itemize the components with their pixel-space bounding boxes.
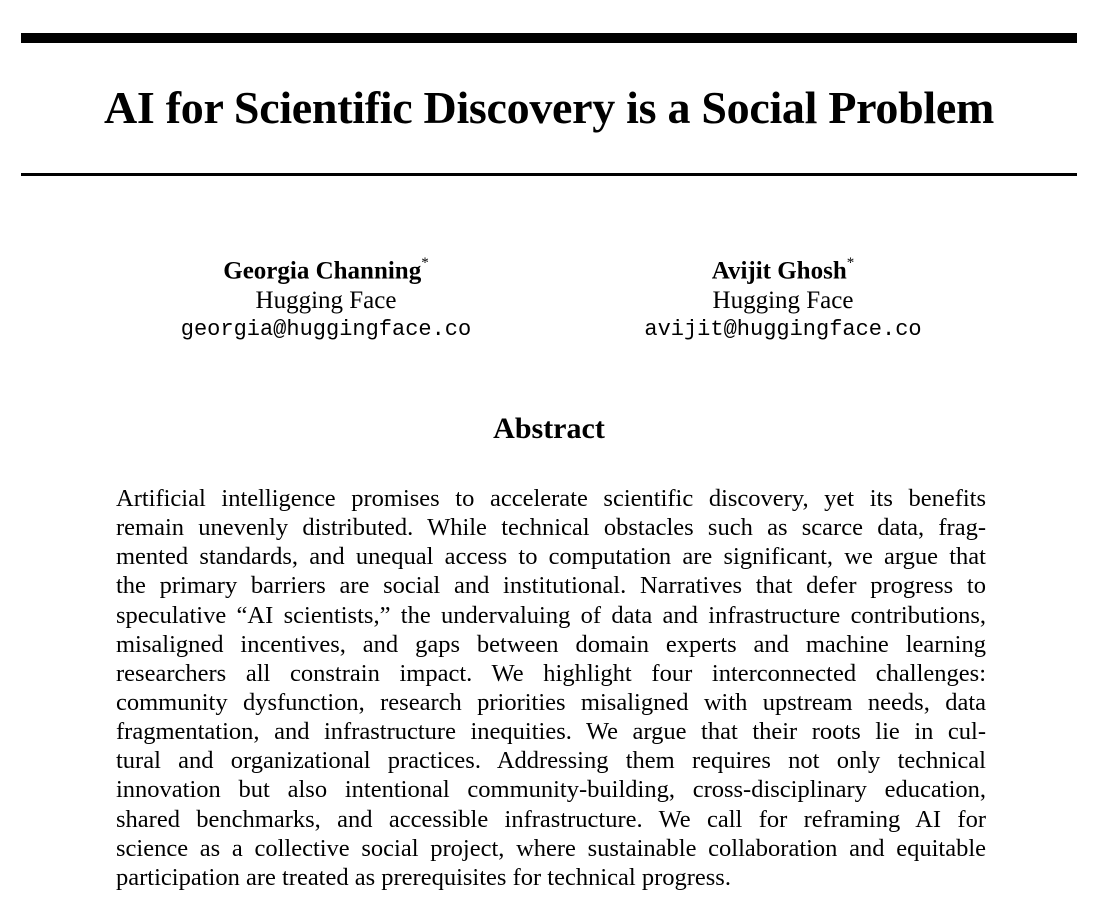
equal-contribution-mark: * — [421, 255, 429, 271]
author-email: avijit@huggingface.co — [644, 317, 922, 343]
paper-title: AI for Scientific Discovery is a Social Problem — [104, 82, 994, 133]
title-top-rule — [21, 33, 1077, 43]
abstract-line: tural and organizational practices. Addressing them requires not only technical — [116, 747, 986, 775]
abstract-line: speculative “AI scientists,” the undervaluing of data and infrastructure contributions, — [116, 601, 986, 629]
abstract-line: fragmentation, and infrastructure inequities. We argue that their roots lie in cul- — [116, 718, 986, 746]
abstract-line: science as a collective social project, where sustainable collaboration and equitable — [116, 834, 986, 862]
abstract-line: community dysfunction, research priorities misaligned with upstream needs, data — [116, 688, 986, 716]
author-name: Georgia Channing* — [223, 255, 429, 285]
abstract-body — [116, 484, 986, 892]
author-email: georgia@huggingface.co — [180, 317, 472, 343]
author-affiliation: Hugging Face — [255, 287, 397, 315]
abstract-line: researchers all constrain impact. We highlight four interconnected challenges: — [116, 659, 986, 687]
abstract-line: innovation but also intentional community-building, cross-disciplinary education, — [116, 776, 986, 804]
title-bottom-rule — [21, 173, 1077, 176]
abstract-line: remain unevenly distributed. While technical obstacles such as scarce data, frag- — [116, 514, 986, 542]
equal-contribution-mark: * — [846, 255, 855, 271]
abstract-line: Artificial intelligence promises to accelerate scientific discovery, yet its benefits — [116, 485, 986, 512]
abstract-line: participation are treated as prerequisites for technical progress. — [116, 863, 731, 891]
abstract-line: the primary barriers are social and institutional. Narratives that defer progress to — [116, 572, 986, 600]
abstract-heading: Abstract — [493, 412, 605, 445]
author-name: Avijit Ghosh* — [711, 255, 855, 285]
author-block — [573, 250, 993, 345]
abstract-line: shared benchmarks, and accessible infrastructure. We call for reframing AI for — [116, 805, 986, 833]
author-block — [116, 250, 536, 345]
abstract-line: mented standards, and unequal access to computation are significant, we argue that — [116, 543, 986, 571]
author-affiliation: Hugging Face — [712, 287, 854, 315]
abstract-line: misaligned incentives, and gaps between domain experts and machine learning — [116, 630, 986, 658]
